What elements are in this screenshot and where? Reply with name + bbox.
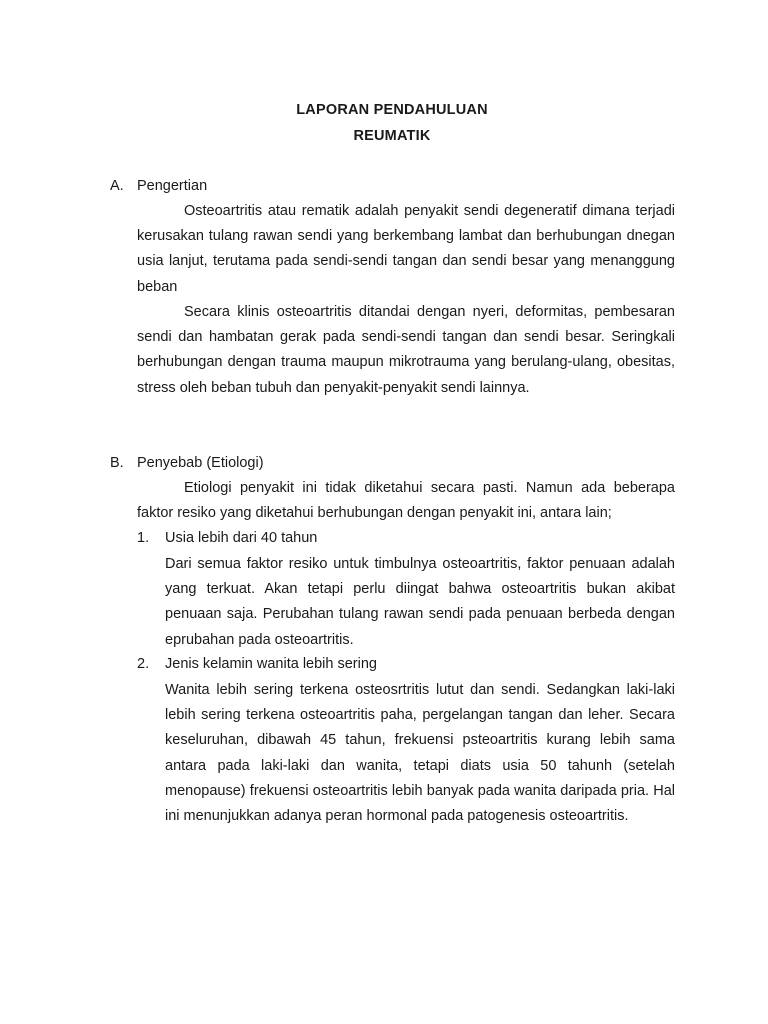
list-item-2-heading [137, 656, 377, 672]
section-a-paragraph-2: Secara klinis osteoartritis ditandai dengan nyeri, deformitas, pembesaran sendi dan hambatan gerak pada sendi-sendi tangan dan sendi besar. Seringkali berhubungan dengan trauma maupun mikrotrauma yang berulang-ulang, obesitas, stress oleh beban tubuh dan penyakit-penyakit sendi lainnya. [137, 304, 675, 396]
section-b-heading [110, 455, 264, 471]
section-b-paragraph-1: Etiologi penyakit ini tidak diketahui secara pasti. Namun ada beberapa faktor resiko yang diketahui berhubungan dengan penyakit ini, antara lain; [137, 480, 675, 522]
list-item-2-text: Wanita lebih sering terkena osteosrtritis lutut dan sendi. Sedangkan laki-laki lebih sering terkena osteoartritis paha, pergelangan tangan dan leher. Secara keseluruhan, dibawah 45 tahun, frekuensi psteoartritis kurang lebih sama antara pada laki-laki dan wanita, tetapi diats usia 50 tahunh (setelah menopause) frekuensi osteoartritis lebih banyak pada wanita daripada pria. Hal ini menunjukkan adanya peran hormonal pada patogenesis osteoartritis. [165, 682, 675, 825]
list-item-1-text: Dari semua faktor resiko untuk timbulnya osteoartritis, faktor penuaan adalah yang terkuat. Akan tetapi perlu diingat bahwa osteoartritis bukan akibat penuaan saja. Perubahan tulang rawan sendi pada penuaan berbeda dengan eprubahan pada osteoartritis. [165, 556, 675, 648]
list-item-1-heading [137, 530, 317, 546]
list-item-1-number: 1. [137, 530, 150, 546]
section-a-paragraph-1: Osteoartritis atau rematik adalah penyakit sendi degeneratif dimana terjadi kerusakan tulang rawan sendi yang berkembang lambat dan berhubungan dnegan usia lanjut, terutama pada sendi-sendi tangan dan sendi besar yang menanggung beban [137, 203, 675, 295]
section-a-letter: A. [110, 178, 124, 194]
list-item-2-number: 2. [137, 656, 150, 672]
section-b-letter: B. [110, 455, 124, 471]
document-title: LAPORAN PENDAHULUAN [296, 102, 488, 118]
document-subtitle: REUMATIK [353, 128, 431, 144]
list-item-1-title: Usia lebih dari 40 tahun [165, 530, 318, 546]
list-item-2-title: Jenis kelamin wanita lebih sering [165, 656, 377, 672]
section-a-title: Pengertian [137, 178, 208, 194]
section-a-heading [110, 178, 207, 194]
section-b-title: Penyebab (Etiologi) [137, 455, 264, 471]
